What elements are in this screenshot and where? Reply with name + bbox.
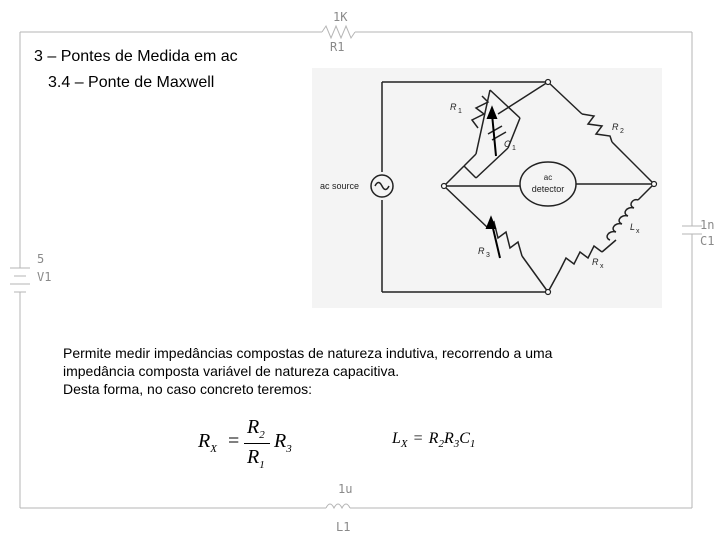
frame-v1-value: 5 (37, 252, 45, 266)
rx-label-sub: x (600, 263, 604, 270)
slide-title: 3 – Pontes de Medida em ac (34, 48, 238, 65)
frame-l1-value: 1u (338, 482, 353, 496)
frame-c1-name: C1 (700, 234, 715, 248)
frame-v1-name: V1 (37, 270, 52, 284)
frame-r1-value: 1K (333, 10, 348, 24)
r2-label: R (612, 122, 619, 132)
maxwell-bridge-diagram (312, 68, 662, 308)
eq2-lhs: $L_X$ (392, 430, 408, 451)
eq2-term1: $R_2$ (428, 430, 444, 451)
eq1-fraction (244, 416, 270, 472)
body-line-3: Desta forma, no caso concreto teremos: (63, 381, 312, 397)
frame-c1-value: 1n (700, 218, 715, 232)
eq1-fraction-bar (244, 443, 270, 444)
body-paragraph (63, 344, 663, 398)
detector-label-line1: ac (543, 173, 553, 182)
c1-label: C (504, 139, 511, 149)
source-label: ac source (320, 181, 360, 191)
eq1-equals: = (228, 430, 240, 452)
eq1-factor: $R_3$ (274, 430, 292, 455)
rx-label: R (592, 257, 599, 267)
eq1-lhs: $R_X$ (198, 430, 217, 455)
r3-label-sub: 3 (486, 252, 490, 259)
eq2-equals: = (413, 430, 423, 447)
equation-lx (392, 430, 475, 450)
frame-r1-name: R1 (330, 40, 345, 54)
r3-label: R (478, 246, 485, 256)
r2-label-sub: 2 (620, 128, 624, 135)
r1-label: R (450, 102, 457, 112)
lx-label-sub: x (636, 228, 640, 235)
lx-label: L (630, 222, 636, 232)
body-line-1: Permite medir impedâncias compostas de natureza indutiva, recorrendo a uma (63, 345, 553, 361)
equation-rx (198, 416, 308, 472)
eq2-term2: $R_3$ (443, 430, 460, 451)
eq1-denominator: $R_1$ (247, 446, 265, 471)
eq2-term3: $C_1$ (459, 430, 476, 451)
r1-label-sub: 1 (458, 108, 462, 115)
detector-label-line2: detector (531, 184, 565, 194)
slide-subtitle: 3.4 – Ponte de Maxwell (48, 74, 215, 91)
eq1-numerator: $R_2$ (247, 416, 265, 441)
body-line-2: impedância composta variável de natureza capacitiva. (63, 363, 400, 379)
frame-l1-name: L1 (336, 520, 351, 534)
c1-label-sub: 1 (512, 145, 516, 152)
